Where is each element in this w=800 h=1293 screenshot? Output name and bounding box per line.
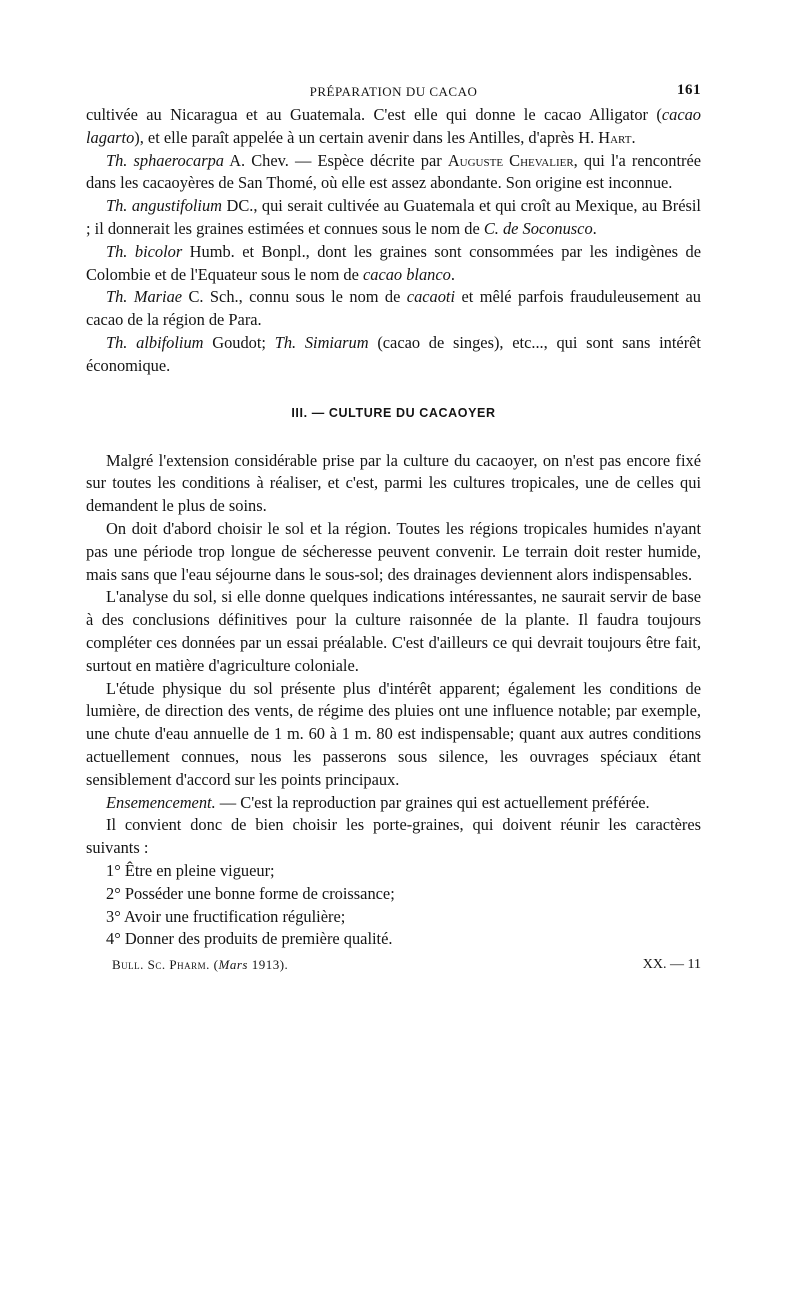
running-title: PRÉPARATION DU CACAO [309, 84, 478, 99]
paragraph-extension: Malgré l'extension considérable prise par la culture du cacaoyer, on n'est pas encore fixé sur toutes les conditions à réaliser, et c'est, parmi les cultures tropicales, une de celles qui demandent le plus de soins. [86, 450, 701, 516]
species-name: Th. angustifolium [106, 196, 223, 216]
italic-term: cacao lagarto [86, 105, 701, 147]
paragraph-etude-physique: L'étude physique du sol présente plus d'intérêt apparent; également les conditions de lumière, de direction des vents, de régime des pluies ont une influence notable; par exemple, une chute d'eau annuelle de 1 m. 60 à 1 m. 80 est indispensable; quant aux autres conditions actuellement connues, nous les passerons sous silence, les ouvrages spéciaux étant sensiblement d'accord sur les points principaux. [86, 678, 701, 789]
italic-term: cacaoti [406, 287, 456, 307]
species-name: Th. Simiarum [274, 332, 369, 352]
italic-term: cacao blanco [362, 264, 451, 284]
subheading-ensemencement: Ensemencement. [106, 792, 216, 812]
characteristics-list [86, 860, 701, 951]
italic-term: C. de Soconusco [483, 218, 593, 238]
species-name: Th. albifolium [106, 332, 204, 352]
list-item: 1° Être en pleine vigueur; [106, 860, 275, 880]
paragraph-analyse: L'analyse du sol, si elle donne quelques indications intéressantes, ne saurait servir de base à des conclusions définitives pour la culture raisonnée de la plante. Il faudra toujours compléter ces données par un essai préalable. C'est d'ailleurs ce qui devrait toujours être fait, surtout en matière d'agriculture coloniale. [86, 587, 701, 675]
author-name: Auguste Chevalier [447, 150, 574, 170]
sheet-signature: XX. — 11 [642, 957, 701, 973]
journal-citation: Bull. Sc. Pharm. (Mars 1913). [112, 957, 289, 973]
paragraph-ensemencement: Ensemencement. — C'est la reproduction par graines qui est actuellement préférée. [106, 792, 650, 812]
list-item: 3° Avoir une fructification régulière; [106, 906, 346, 926]
list-item: 4° Donner des produits de première qualité. [106, 929, 393, 949]
species-name: Th. sphaerocarpa [106, 150, 224, 170]
paragraph-albifolium: Th. albifolium Goudot; Th. Simiarum (cacao de singes), etc..., qui sont sans intérêt économique. [86, 332, 701, 375]
running-head [86, 80, 701, 104]
list-item: 2° Posséder une bonne forme de croissance; [106, 883, 395, 903]
species-name: Th. bicolor [106, 241, 183, 261]
species-name: Th. Mariae [106, 287, 183, 307]
author-name: Hart [598, 127, 632, 147]
page-number: 161 [677, 82, 701, 98]
paragraph-bicolor: Th. bicolor Humb. et Bonpl., dont les graines sont consommées par les indigènes de Colombie et de l'Equateur sous le nom de cacao blanco. [86, 241, 701, 284]
paragraph-nicaragua: cultivée au Nicaragua et au Guatemala. C'est elle qui donne le cacao Alligator (cacao lagarto), et elle paraît appelée à un certain avenir dans les Antilles, d'après H. Hart. [86, 105, 701, 147]
paragraph-mariae: Th. Mariae C. Sch., connu sous le nom de cacaoti et mêlé parfois frauduleusement au cacao de la région de Para. [86, 287, 701, 330]
paragraph-sphaerocarpa: Th. sphaerocarpa A. Chev. — Espèce décrite par Auguste Chevalier, qui l'a rencontrée dans les cacaoyères de San Thomé, où elle est assez abondante. Son origine est inconnue. [86, 150, 702, 193]
section-heading: III. — CULTURE DU CACAOYER [291, 405, 496, 420]
paragraph-sol-region: On doit d'abord choisir le sol et la région. Toutes les régions tropicales humides n'ayant pas une période trop longue de sécheresse peuvent convenir. Le terrain doit rester humide, mais sans que l'eau séjourne dans le sous-sol; des drainages deviennent alors indispensables. [86, 518, 701, 584]
paragraph-porte-graines: Il convient donc de bien choisir les porte-graines, qui doivent réunir les caractères suivants : [86, 815, 701, 858]
paragraph-angustifolium: Th. angustifolium DC., qui serait cultivée au Guatemala et qui croît au Mexique, au Brésil ; il donnerait les graines estimées et connues sous le nom de C. de Soconusco. [86, 196, 701, 238]
page-footer [86, 953, 701, 975]
page [86, 80, 701, 975]
